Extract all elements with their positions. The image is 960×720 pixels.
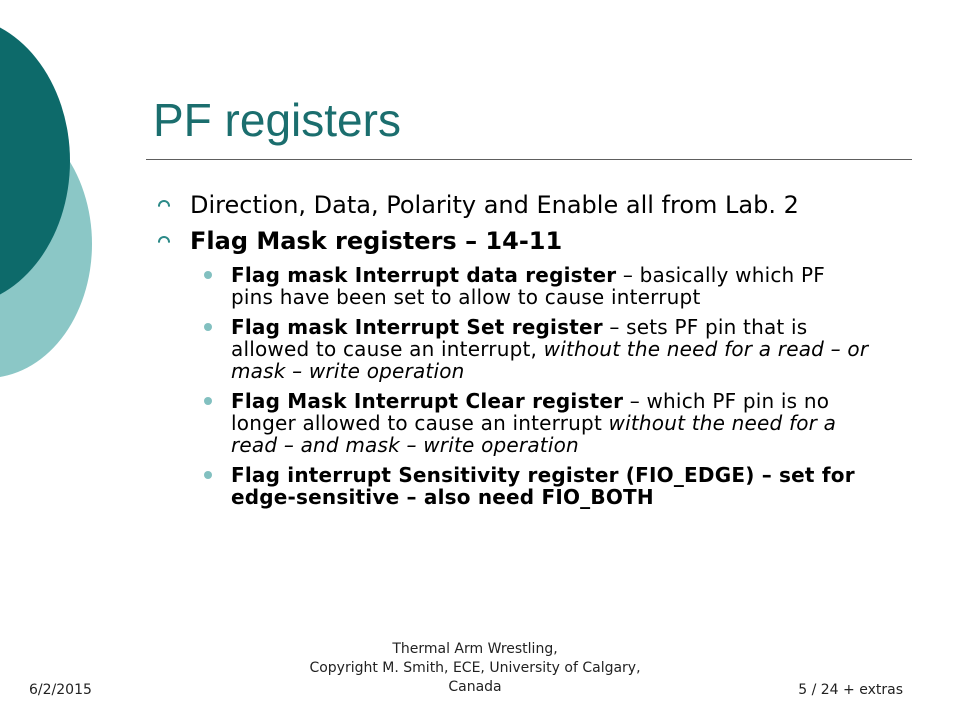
description: – which PF pin is no longer allowed to cause an interrupt <box>231 389 830 435</box>
dot-bullet-icon <box>204 471 212 479</box>
bullet-direction-data <box>150 192 870 218</box>
term: Flag Mask Interrupt Clear register <box>231 389 624 413</box>
footer-line-2: Copyright M. Smith, ECE, University of Calgary, <box>309 660 641 676</box>
bullet-text: Direction, Data, Polarity and Enable all from Lab. 2 <box>190 191 799 219</box>
footer-line-1: Thermal Arm Wrestling, <box>392 641 558 657</box>
term: Flag mask Interrupt Set register <box>231 315 603 339</box>
footer-copyright <box>260 640 690 697</box>
sub-bullet-sensitivity-register <box>190 464 870 508</box>
footer-date: 6/2/2015 <box>29 682 92 698</box>
open-circle-bullet-icon <box>158 236 170 248</box>
term: Flag mask Interrupt data register <box>231 263 617 287</box>
sub-bullet-set-register <box>190 316 870 382</box>
footer-line-3: Canada <box>448 679 502 695</box>
dot-bullet-icon <box>204 397 212 405</box>
sub-bullet-clear-register <box>190 390 870 456</box>
sub-bullet-data-register <box>190 264 870 308</box>
open-circle-bullet-icon <box>158 200 170 212</box>
bullet-text: Flag Mask registers – 14-11 <box>190 227 563 255</box>
dot-bullet-icon <box>204 271 212 279</box>
slide-title: PF registers <box>153 94 401 146</box>
bullet-flag-mask-registers <box>150 228 870 254</box>
footer-page-number: 5 / 24 + extras <box>798 682 903 698</box>
description-italic: without the need for a read – and mask – write operation <box>231 411 837 457</box>
slide-body <box>150 192 870 516</box>
description-italic: without the need for a read – or mask – write operation <box>231 337 869 383</box>
description: – basically which PF pins have been set to allow to cause interrupt <box>231 263 825 309</box>
title-divider <box>146 159 912 160</box>
dot-bullet-icon <box>204 323 212 331</box>
term: Flag interrupt Sensitivity register (FIO_EDGE) – set for edge-sensitive – also need FIO_BOTH <box>231 463 855 509</box>
description: – sets PF pin that is allowed to cause an interrupt, <box>231 315 808 361</box>
